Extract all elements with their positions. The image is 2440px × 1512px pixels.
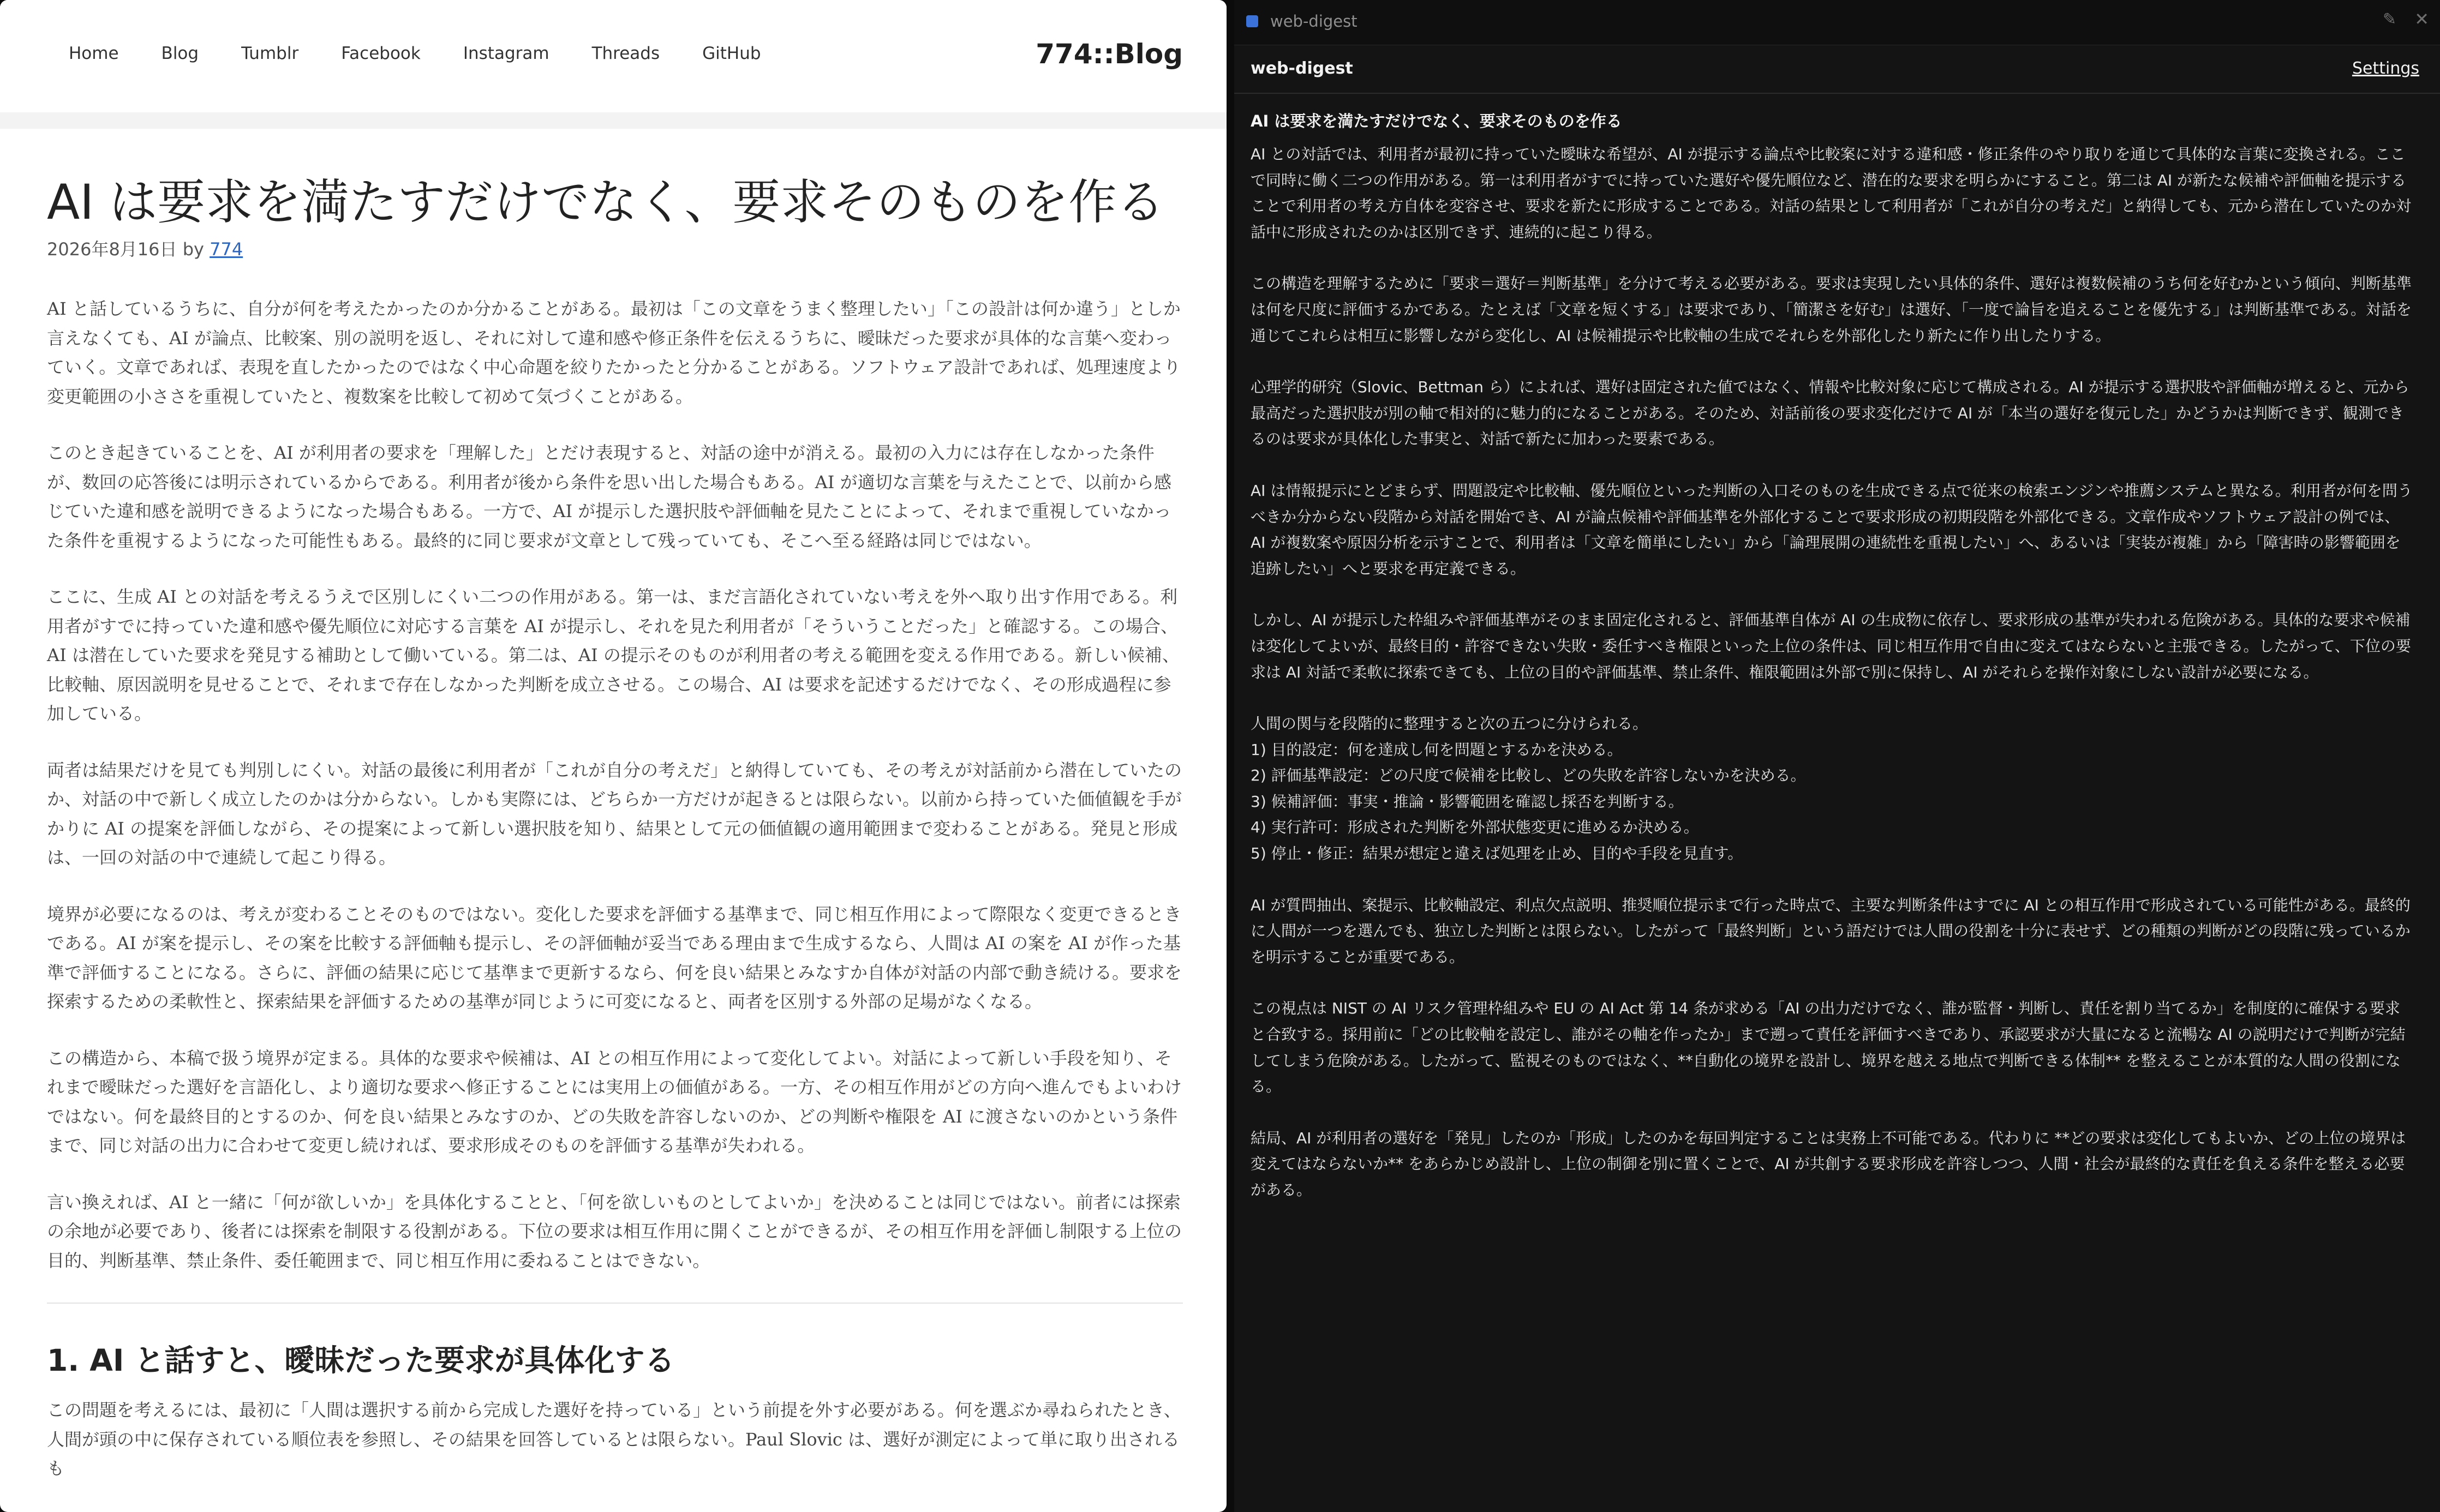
pin-icon[interactable]: ✎	[2382, 10, 2396, 29]
close-icon[interactable]: ✕	[2414, 9, 2429, 29]
list-item: 3) 候補評価：事実・推論・影響範囲を確認し採否を判断する。	[1251, 792, 1684, 811]
nav-threads-link[interactable]: Threads	[591, 44, 660, 63]
list-item: 2) 評価基準設定：どの尺度で候補を比較し、どの失敗を許容しないかを決める。	[1251, 766, 1806, 785]
article-paragraph: AI と話しているうちに、自分が何を考えたかったのか分かることがある。最初は「この文章をうまく整理したい」「この設計は何か違う」としか言えなくても、AI が論点、比較案、別の説明を返し、それに対して違和感や修正条件を伝えるうちに、曖昧だった要求が具体的な言葉へ変わっていく。文章であれば、表現を直したかったのではなく中心命題を絞りたかったと分かることがある。ソフトウェア設計であれば、処理速度より変更範囲の小ささを重視していたと、複数案を比較して初めて気づくことがある。	[47, 298, 1181, 407]
digest-paragraph: AI が質問抽出、案提示、比較軸設定、利点欠点説明、推奨順位提示まで行った時点で、主要な判断条件はすでに AI との相互作用で形成されている可能性がある。最終的に人間が一つを選んでも、独立した判断とは限らない。したがって「最終判断」という語だけでは人間の役割を十分に表せず、どの種類の判断がどの段階に残っているかを明示することが重要である。	[1251, 896, 2411, 966]
article-date: 2026年8月16日 by	[47, 239, 210, 260]
article-paragraph: 境界が必要になるのは、考えが変わることそのものではない。変化した要求を評価する基準まで、同じ相互作用によって際限なく変更できるときである。AI が案を提示し、その案を比較する評価軸も提示し、その評価軸が妥当である理由まで生成するなら、人間は AI の案を AI が作った基準で評価することになる。さらに、評価の結果に応じて基準まで更新するなら、何を良い結果とみなすか自体が対話の内部で動き続ける。要求を探索するための柔軟性と、探索結果を評価するための基準が同じように可変になると、両者を区別する外部の足場がなくなる。	[47, 903, 1182, 1012]
app-icon	[1246, 15, 1258, 27]
digest-paragraph: AI は情報提示にとどまらず、問題設定や比較軸、優先順位といった判断の入口そのものを生成できる点で従来の検索エンジンや推薦システムと異なる。利用者が何を問うべきか分からない段階から対話を開始でき、AI が論点候補や評価基準を外部化することで要求形成の初期段階を外部化できる。文章作成やソフトウェア設計の例では、AI が複数案や原因分析を示すことで、利用者は「文章を簡単にしたい」から「論理展開の連続性を重視したい」へ、あるいは「実装が複雑」から「障害時の影響範囲を追跡したい」へと要求を再定義できる。	[1251, 481, 2413, 578]
digest-paragraph: 結局、AI が利用者の選好を「発見」したのか「形成」したのかを毎回判定することは実務上不可能である。代わりに **どの要求は変化してもよいか、どの上位の境界は変えてはならないか** をあらかじめ設計し、上位の制御を別に置くことで、AI が共創する要求形成を許容しつつ、人間・社会が最終的な責任を負える条件を整える必要がある。	[1251, 1129, 2406, 1199]
article-paragraph: ここに、生成 AI との対話を考えるうえで区別しにくい二つの作用がある。第一は、まだ言語化されていない考えを外へ取り出す作用である。利用者がすでに持っていた違和感や優先順位に対応する言葉を AI が提示し、それを見た利用者が「そういうことだった」と確認する。この場合、AI は潜在していた要求を発見する補助として働いている。第二は、AI の提示そのものが利用者の考える範囲を変える作用である。新しい候補、比較軸、原因説明を見せることで、それまで存在しなかった判断を成立させる。この場合、AI は要求を記述するだけでなく、その形成過程に参加している。	[47, 586, 1180, 724]
nav-blog-link[interactable]: Blog	[161, 44, 199, 63]
settings-link[interactable]: Settings	[2352, 59, 2419, 78]
digest-header	[1234, 45, 2440, 94]
nav-github-link[interactable]: GitHub	[702, 44, 761, 63]
list-item: 4) 実行許可：形成された判断を外部状態変更に進めるか決める。	[1251, 818, 1699, 837]
window-title: web-digest	[1270, 12, 1357, 31]
digest-title: AI は要求を満たすだけでなく、要求そのものを作る	[1251, 112, 1622, 130]
nav-facebook-link[interactable]: Facebook	[341, 44, 421, 63]
digest-heading: web-digest	[1251, 59, 1353, 78]
nav-tumblr-link[interactable]: Tumblr	[241, 44, 299, 63]
article-title: AI は要求を満たすだけでなく、要求そのものを作る	[47, 174, 1165, 230]
article-paragraph: このとき起きていることを、AI が利用者の要求を「理解した」とだけ表現すると、対話の途中が消える。最初の入力には存在しなかった条件が、数回の応答後には明示されているからである。利用者が後から条件を思い出した場合もある。AI が適切な言葉を与えたことで、以前から感じていた違和感を説明できるようになった場合もある。一方で、AI が提示した選択肢や評価軸を見たことによって、それまで重視していなかった条件を重視するようになった可能性もある。最終的に同じ要求が文章として残っていても、そこへ至る経路は同じではない。	[47, 442, 1171, 551]
window-titlebar	[1234, 0, 2440, 45]
article-paragraph: 言い換えれば、AI と一緒に「何が欲しいか」を具体化することと、「何を欲しいものとしてよいか」を決めることは同じではない。前者には探索の余地が必要であり、後者には探索を制限する役割がある。下位の要求は相互作用に開くことができるが、その相互作用を評価し制限する上位の目的、判断基準、禁止条件、委任範囲まで、同じ相互作用に委ねることはできない。	[47, 1191, 1182, 1271]
digest-step-list	[1251, 737, 2413, 867]
list-item: 5) 停止・修正：結果が想定と違えば処理を止め、目的や手段を見直す。	[1251, 844, 1743, 863]
blog-navbar	[0, 0, 1227, 129]
article-paragraph: 両者は結果だけを見ても判別しにくい。対話の最後に利用者が「これが自分の考えだ」と納得していても、その考えが対話前から潜在していたのか、対話の中で新しく成立したのかは分からない。しかも実際には、どちらか一方だけが起きるとは限らない。以前から持っていた価値観を手がかりに AI の提案を評価しながら、その提案によって新しい選択肢を知り、結果として元の価値観の適用範囲まで変わることがある。発見と形成は、一回の対話の中で連続して起こり得る。	[47, 759, 1182, 868]
section-paragraph: この問題を考えるには、最初に「人間は選択する前から完成した選好を持っている」という前提を外す必要がある。何を選ぶか尋ねられたとき、人間が頭の中に保存されている順位表を参照し、その結果を回答しているとは限らない。Paul Slovic は、選好が測定によって単に取り出されるも	[47, 1400, 1181, 1479]
digest-paragraph: AI との対話では、利用者が最初に持っていた曖昧な希望が、AI が提示する論点や比較案に対する違和感・修正条件のやり取りを通じて具体的な言葉に変換される。ここで同時に働く二つの作用がある。第一は利用者がすでに持っていた選好や優先順位など、潜在的な要求を明らかにすること。第二は AI が新たな候補や評価軸を提示することで利用者の考え方自体を変容させ、要求を新たに形成することである。対話の結果として利用者が「これが自分の考えだ」と納得しても、元から潜在していたのか対話中に形成されたのかは区別できず、連続的に起こり得る。	[1251, 145, 2412, 241]
article-paragraph: この構造から、本稿で扱う境界が定まる。具体的な要求や候補は、AI との相互作用によって変化してよい。対話によって新しい手段を知り、それまで曖昧だった選好を言語化し、より適切な要求へ修正することには実用上の価値がある。一方、その相互作用がどの方向へ進んでもよいわけではない。何を最終目的とするのか、何を良い結果とみなすのか、どの失敗を許容しないのか、どの判断や権限を AI に渡さないのかという条件まで、同じ対話の出力に合わせて変更し続ければ、要求形成そのものを評価する基準が失われる。	[47, 1047, 1182, 1156]
digest-paragraph: この構造を理解するために「要求＝選好＝判断基準」を分けて考える必要がある。要求は実現したい具体的条件、選好は複数候補のうち何を好むかという傾向、判断基準は何を尺度に評価するかである。たとえば「文章を短くする」は要求であり、「簡潔さを好む」は選好、「一度で論旨を追えることを優先する」は判断基準である。対話を通じてこれらは相互に影響しながら変化し、AI は候補提示や比較軸の生成でそれらを外部化したり新たに作り出したりする。	[1251, 274, 2412, 345]
digest-paragraph: 心理学的研究（Slovic、Bettman ら）によれば、選好は固定された値ではなく、情報や比較対象に応じて構成される。AI が提示する選択肢や評価軸が増えると、元から最高だった選択肢が別の軸で相対的に魅力的になることがある。そのため、対話前後の要求変化だけで AI が「本当の選好を復元した」かどうかは判断できず、観測できるのは要求が具体化した事実と、対話で新たに加わった要素である。	[1251, 378, 2409, 448]
nav-home-link[interactable]: Home	[69, 44, 119, 63]
section-divider	[47, 1303, 1183, 1304]
article-body	[47, 295, 1183, 1484]
digest-window	[1234, 0, 2440, 1512]
article	[47, 172, 1183, 1511]
article-meta	[47, 236, 1183, 261]
list-item: 1) 目的設定：何を達成し何を問題とするかを決める。	[1251, 740, 1623, 759]
digest-paragraph: しかし、AI が提示した枠組みや評価基準がそのまま固定化されると、評価基準自体が AI の生成物に依存し、要求形成の基準が失われる危険がある。具体的な要求や候補は変化してよいが、最終目的・許容できない失敗・委任すべき権限といった上位の条件は、同じ相互作用で自由に変えてはならないと主張できる。したがって、下位の要求は AI 対話で柔軟に探索できても、上位の目的や評価基準、禁止条件、権限範囲は外部で別に保持し、AI がそれらを操作対象にしない設計が必要になる。	[1251, 611, 2411, 681]
nav-instagram-link[interactable]: Instagram	[463, 44, 549, 63]
digest-paragraph: 人間の関与を段階的に整理すると次の五つに分けられる。	[1251, 715, 1648, 733]
nav-links	[69, 44, 804, 63]
author-link[interactable]: 774	[210, 239, 243, 260]
site-title[interactable]: 774::Blog	[1036, 38, 1183, 70]
digest-content	[1251, 109, 2413, 1229]
digest-paragraph: この視点は NIST の AI リスク管理枠組みや EU の AI Act 第 14 条が求める「AI の出力だけでなく、誰が監督・判断し、責任を割り当てるか」を制度的に確保する要求と合致する。採用前に「どの比較軸を設定し、誰がその軸を作ったか」まで遡って責任を評価すべきであり、承認要求が大量になると流暢な AI の説明だけで判断が完結してしまう危険がある。したがって、監視そのものではなく、**自動化の境界を設計し、境界を越える地点で判断できる体制** を整えることが本質的な人間の役割になる。	[1251, 999, 2406, 1096]
section-heading: 1. AI と話すと、曖昧だった要求が具体化する	[47, 1343, 675, 1378]
